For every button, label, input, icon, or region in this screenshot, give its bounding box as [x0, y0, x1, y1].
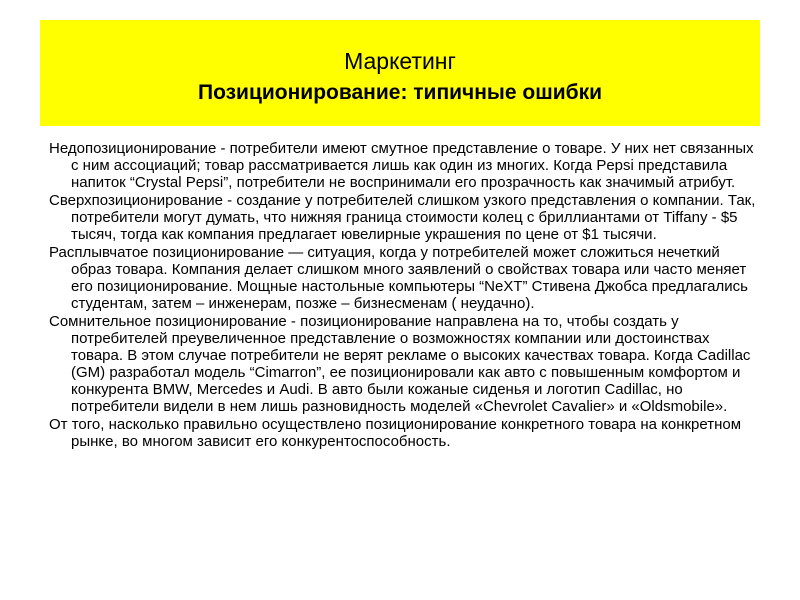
slide-header [40, 20, 760, 126]
paragraph-conclusion: От того, насколько правильно осуществлено позиционирование конкретного товара на конкретном рынке, во многом зависит его конкурентоспособность. [49, 416, 742, 450]
slide-subtitle: Позиционирование: типичные ошибки [197, 81, 603, 104]
slide-body [49, 140, 759, 451]
paragraph-confused-positioning: Расплывчатое позиционирование — ситуация, когда у потребителей может сложиться нечеткий образ товара. Компания делает слишком много заявлений о свойствах товара или часто меняет его позиционирование. Мощные настольные компьютеры “NeXT” Стивена Джобса предлагались студентам, затем – инженерам, позже – бизнесменам ( неудачно). [49, 244, 748, 312]
slide-title: Маркетинг [344, 48, 456, 74]
paragraph-underpositioning: Недопозиционирование - потребители имеют смутное представление о товаре. У них нет связанных с ним ассоциаций; товар рассматривается лишь как один из многих. Когда Pepsi представила напиток “Crystal Pepsi”, потребители не воспринимали его прозрачность как значимый атрибут. [49, 140, 754, 191]
paragraph-doubtful-positioning: Сомнительное позиционирование - позиционирование направлена на то, чтобы создать у потребителей преувеличенное представление о возможностях компании или достоинствах товара. В этом случае потребители не верят рекламе о высоких качествах товара. Когда Cadillac (GM) разработал модель “Cimarron”, ее позиционировали как авто с повышенным комфортом и конкурента BMW, Mercedes и Audi. В авто были кожаные сиденья и логотип Cadillac, но потребители видели в нем лишь разновидность моделей «Chevrolet Cavalier» и «Oldsmobile». [49, 313, 751, 415]
paragraph-overpositioning: Сверхпозиционирование - создание у потребителей слишком узкого представления о компании. Так, потребители могут думать, что нижняя граница стоимости колец с бриллиантами от Tiffany - $5 тысяч, тогда как компания предлагает ювелирные украшения по цене от $1 тысячи. [49, 192, 756, 243]
